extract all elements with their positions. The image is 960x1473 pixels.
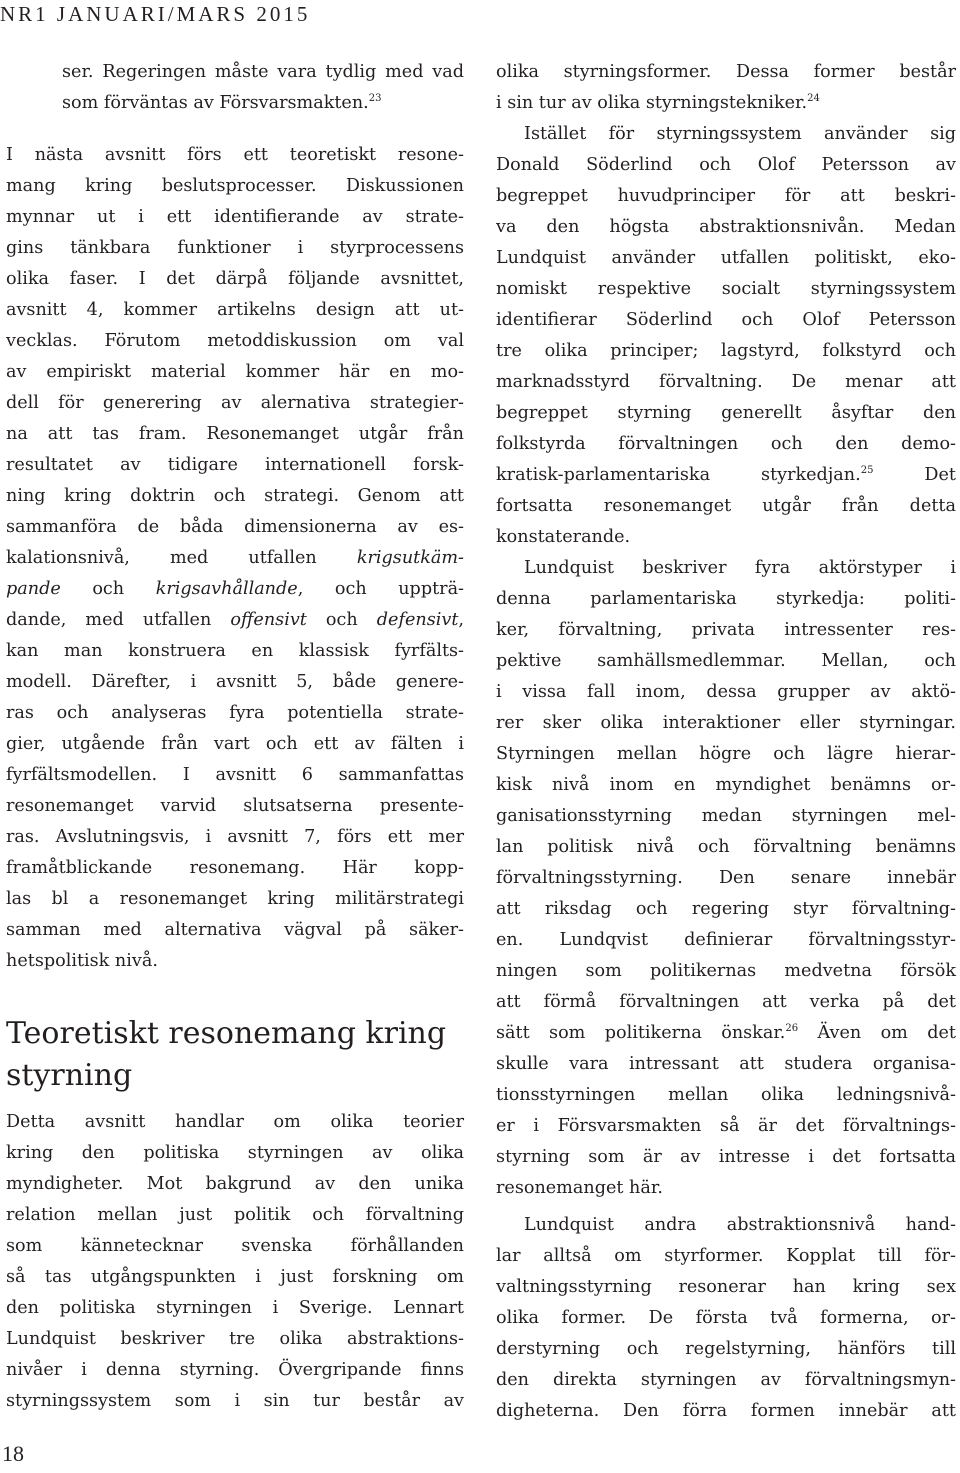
italic-run: pande: [6, 579, 61, 599]
text-line: styrning som är av intresse i det fortsatta: [496, 1147, 956, 1167]
section-heading: styrning: [6, 1058, 133, 1093]
text-line: [6, 605, 464, 636]
text-line: ras. Avslutningsvis, i avsnitt 7, förs ett mer: [6, 827, 464, 847]
text-line: digheterna. Den förra formen innebär att: [496, 1401, 956, 1421]
text-line: olika faser. I det därpå följande avsnittet,: [6, 269, 464, 289]
text-line: gins tänkbara funktioner i styrprocessens: [6, 238, 464, 258]
text-line: ningen som politikernas medvetna försök: [496, 961, 956, 981]
text-line: derstyrning och regelstyrning, hänförs till: [496, 1339, 956, 1359]
text-line: ras och analyseras fyra potentiella strate-: [6, 703, 464, 723]
footnote-ref: 26: [785, 1023, 799, 1034]
text-line: pektive samhällsmedlemmar. Mellan, och: [496, 651, 956, 671]
text-line: mang kring beslutsprocesser. Diskussionen: [6, 176, 464, 196]
text-line: fyrfältsmodellen. I avsnitt 6 sammanfattas: [6, 765, 464, 785]
text-line: Lundquist använder utfallen politiskt, eko-: [496, 248, 956, 268]
italic-run: defensivt: [376, 610, 459, 630]
text-line: förvaltningsstyrning. Den senare innebär: [496, 868, 956, 888]
text-line: myndigheter. Mot bakgrund av den unika: [6, 1174, 464, 1194]
text-line: [496, 1018, 956, 1049]
text-line: folkstyrda förvaltningen och den demo-: [496, 434, 956, 454]
text-line: identifierar Söderlind och Olof Petersson: [496, 310, 956, 330]
text-line: Lundquist beskriver tre olika abstraktions-: [6, 1329, 464, 1349]
text-run: som förväntas av Försvarsmakten.: [62, 93, 369, 113]
text-line: Styrningen mellan högre och lägre hierar-: [496, 744, 956, 764]
text-line: resonemanget här.: [496, 1178, 663, 1198]
text-run: och: [306, 610, 377, 630]
text-line: framåtblickande resonemang. Här kopp-: [6, 858, 464, 878]
italic-run: krigsavhållande: [155, 579, 298, 599]
text-run: i sin tur av olika styrningstekniker.: [496, 93, 808, 113]
text-line: olika former. De första två formerna, or-: [496, 1308, 956, 1328]
text-line: mynnar ut i ett identifierande av strate-: [6, 207, 464, 227]
text-line: dell för generering av alernativa strategier-: [6, 393, 464, 413]
text-run: ,: [458, 610, 464, 630]
text-line: att förmå förvaltningen att verka på det: [496, 992, 956, 1012]
text-line: en. Lundqvist definierar förvaltningsstyr-: [496, 930, 956, 950]
text-line: kisk nivå inom en myndighet benämns or-: [496, 775, 956, 795]
text-line: er i Försvarsmakten så är det förvaltnings-: [496, 1116, 956, 1136]
text-run: och: [60, 579, 156, 599]
text-line: rer sker olika interaktioner eller styrningar.: [496, 713, 956, 733]
footnote-ref: 23: [368, 93, 382, 104]
text-line: begreppet styrning generellt åsyftar den: [496, 403, 956, 423]
text-line: fortsatta resonemanget utgår från detta: [496, 496, 956, 516]
text-line: begreppet huvudprinciper för att beskri-: [496, 186, 956, 206]
text-line: relation mellan just politik och förvaltning: [6, 1205, 464, 1225]
text-line: nomiskt respektive socialt styrningssystem: [496, 279, 956, 299]
text-line: ganisationsstyrning medan styrningen mel-: [496, 806, 956, 826]
text-line: kring den politiska styrningen av olika: [6, 1143, 464, 1163]
text-line: tionsstyrningen mellan olika ledningsnivå-: [496, 1085, 956, 1105]
page-number: 18: [2, 1441, 24, 1466]
text-line: modell. Därefter, i avsnitt 5, både genere-: [6, 672, 464, 692]
text-line: [6, 574, 464, 605]
text-run: Det: [873, 465, 957, 485]
text-line: ser. Regeringen måste vara tydlig med vad: [62, 62, 464, 82]
footnote-ref: 24: [807, 93, 820, 104]
text-line: lar alltså om styrformer. Kopplat till för-: [496, 1246, 956, 1266]
text-line: gier, utgående från vart och ett av fälten i: [6, 734, 464, 754]
text-line: I nästa avsnitt förs ett teoretiskt resone-: [6, 145, 464, 165]
text-line: olika styrningsformer. Dessa former består: [496, 62, 956, 82]
text-line: resonemanget varvid slutsatserna presente-: [6, 796, 464, 816]
text-line: nivåer i denna styrning. Övergripande finns: [6, 1360, 464, 1380]
text-line: styrningssystem som i sin tur består av: [6, 1391, 464, 1411]
text-run: , och uppträ-: [297, 579, 464, 599]
text-line: lan politisk nivå och förvaltning benämns: [496, 837, 956, 857]
text-line: kan man konstruera en klassisk fyrfälts-: [6, 641, 464, 661]
text-line: den politiska styrningen i Sverige. Lennart: [6, 1298, 464, 1318]
running-head: NR1 JANUARI/MARS 2015: [0, 2, 311, 26]
text-line: va den högsta abstraktionsnivån. Medan: [496, 217, 956, 237]
text-run: kratisk-parlamentariska styrkedjan.: [496, 465, 861, 485]
text-line: vecklas. Förutom metoddiskussion om val: [6, 331, 464, 351]
text-line: av empiriskt material kommer här en mo-: [6, 362, 464, 382]
text-line: Lundquist beskriver fyra aktörstyper i: [524, 558, 956, 578]
text-line: hetspolitisk nivå.: [6, 951, 158, 971]
text-line: [496, 88, 956, 119]
text-run: sätt som politikerna önskar.: [496, 1023, 786, 1043]
italic-run: krigsutkäm-: [356, 548, 464, 568]
text-line: na att tas fram. Resonemanget utgår från: [6, 424, 464, 444]
text-line: så tas utgångspunkten i just forskning om: [6, 1267, 464, 1287]
text-line: skulle vara intressant att studera organisa-: [496, 1054, 956, 1074]
text-line: [496, 460, 956, 491]
text-line: Lundquist andra abstraktionsnivå hand-: [524, 1215, 956, 1235]
footnote-ref: 25: [860, 465, 874, 476]
italic-run: offensivt: [230, 610, 307, 630]
text-line: den direkta styrningen av förvaltningsmyn-: [496, 1370, 956, 1390]
text-line: att riksdag och regering styr förvaltning-: [496, 899, 956, 919]
text-line: ker, förvaltning, privata intressenter res-: [496, 620, 956, 640]
text-line: sammanföra de båda dimensionerna av es-: [6, 517, 464, 537]
text-line: samman med alternativa vägval på säker-: [6, 920, 464, 940]
text-run: dande, med utfallen: [6, 610, 231, 630]
text-line: denna parlamentariska styrkedja: politi-: [496, 589, 956, 609]
text-line: Istället för styrningssystem använder sig: [524, 124, 956, 144]
text-line: tre olika principer; lagstyrd, folkstyrd och: [496, 341, 956, 361]
text-line: avsnitt 4, kommer artikelns design att ut-: [6, 300, 464, 320]
text-line: valtningsstyrning resonerar han kring sex: [496, 1277, 956, 1297]
text-run: kalationsnivå, med utfallen: [6, 548, 357, 568]
text-line: Donald Söderlind och Olof Petersson av: [496, 155, 956, 175]
text-line: [6, 543, 464, 574]
text-run: Även om det: [798, 1023, 956, 1043]
text-line: ning kring doktrin och strategi. Genom att: [6, 486, 464, 506]
text-line: [62, 88, 464, 119]
section-heading: Teoretiskt resonemang kring: [6, 1016, 447, 1051]
text-line: som kännetecknar svenska förhållanden: [6, 1236, 464, 1256]
text-line: las bl a resonemanget kring militärstrategi: [6, 889, 464, 909]
text-line: i vissa fall inom, dessa grupper av aktö-: [496, 682, 956, 702]
text-line: marknadsstyrd förvaltning. De menar att: [496, 372, 956, 392]
text-line: Detta avsnitt handlar om olika teorier: [6, 1112, 464, 1132]
text-line: konstaterande.: [496, 527, 631, 547]
text-line: resultatet av tidigare internationell forsk-: [6, 455, 464, 475]
